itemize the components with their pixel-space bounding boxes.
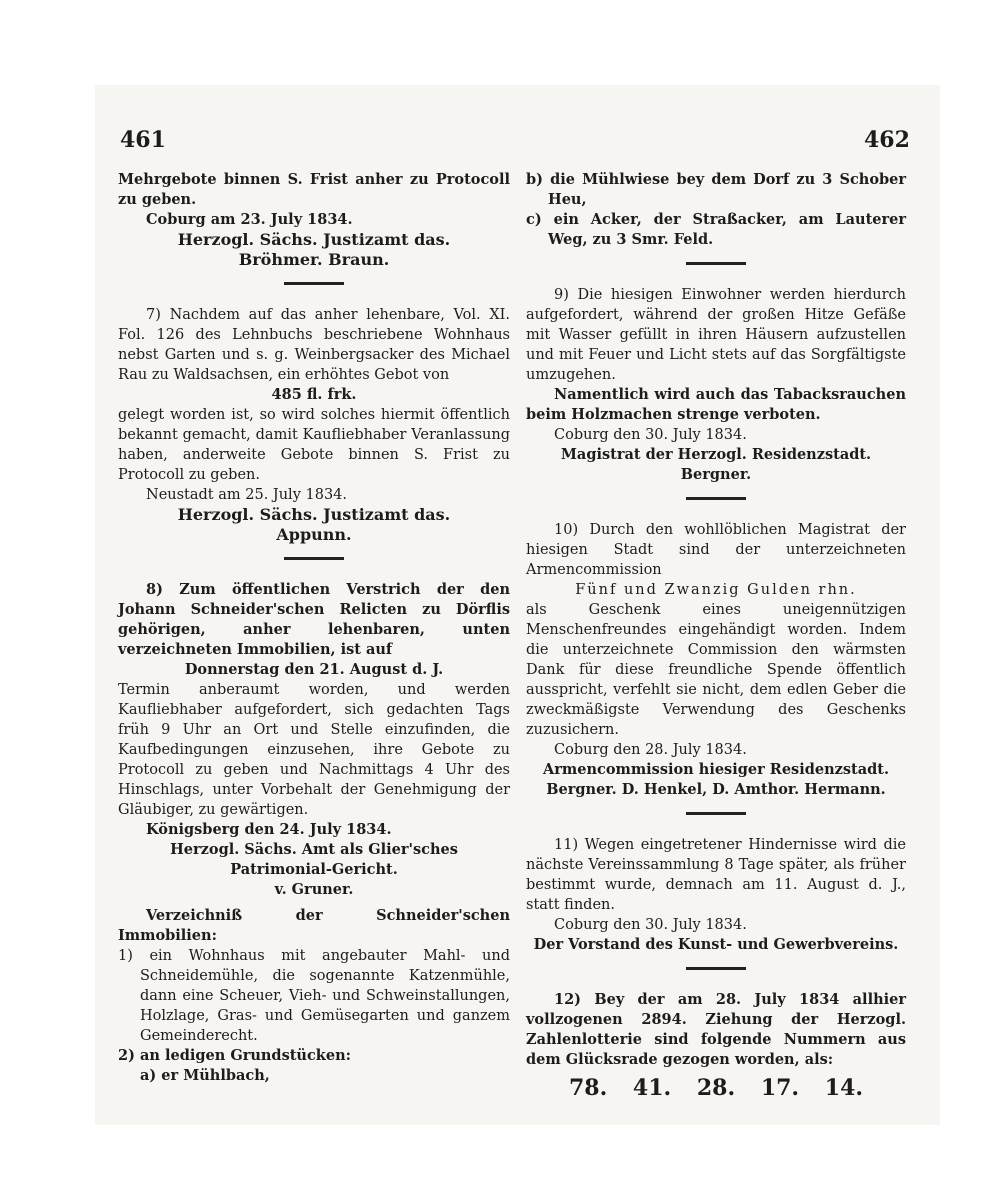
section-separator: [686, 812, 746, 815]
text-paragraph: Donnerstag den 21. August d. J.: [184, 661, 444, 678]
text-paragraph: c) ein Acker, der Straßacker, am Lauterer Weg, zu 3 Smr. Feld.: [526, 211, 906, 248]
text-paragraph: b) die Mühlwiese bey dem Dorf zu 3 Schober Heu,: [526, 171, 906, 208]
page-number-right: 462: [864, 127, 910, 153]
text-paragraph: Coburg den 30. July 1834.: [554, 427, 747, 443]
section-separator: [284, 282, 344, 285]
text-paragraph: 12) Bey der am 28. July 1834 allhier vollzogenen 2894. Ziehung der Herzogl. Zahlenlotterie sind folgende Nummern aus dem Glücksrade gezogen worden, als:: [526, 991, 906, 1068]
text-paragraph: Magistrat der Herzogl. Residenzstadt.: [560, 446, 872, 463]
lottery-number: 78.: [568, 1075, 608, 1101]
text-paragraph: gelegt worden ist, so wird solches hiermit öffentlich bekannt gemacht, damit Kaufliebhaber Veranlassung haben, anderweite Gebote binnen S. Frist zu Protocoll zu geben.: [118, 407, 510, 483]
text-paragraph: Herzogl. Sächs. Amt als Glier'sches Patrimonial-Gericht.: [170, 841, 458, 878]
text-paragraph: Coburg am 23. July 1834.: [146, 211, 353, 228]
text-paragraph: Königsberg den 24. July 1834.: [146, 821, 392, 838]
text-paragraph: Neustadt am 25. July 1834.: [146, 487, 348, 503]
section-separator: [686, 497, 746, 500]
text-paragraph: Coburg den 30. July 1834.: [554, 917, 747, 933]
text-paragraph: 2) an ledigen Grundstücken:: [118, 1047, 351, 1064]
text-paragraph: Bergner. D. Henkel, D. Amthor. Hermann.: [546, 781, 886, 798]
text-paragraph: 9) Die hiesigen Einwohner werden hierdurch aufgefordert, während der großen Hitze Gefäße mit Wasser gefüllt in ihren Häusern aufzustellen und mit Feuer und Licht stets auf das Sorgfältigste umzugehen.: [526, 287, 906, 383]
text-paragraph: Bergner.: [680, 466, 752, 483]
text-paragraph: a) er Mühlbach,: [140, 1067, 270, 1084]
text-paragraph: 8) Zum öffentlichen Verstrich der den Johann Schneider'schen Relicten zu Dörflis gehörigen, anher lehenbaren, unten verzeichneten Immobilien, ist auf: [118, 581, 510, 658]
page-number-left: 461: [120, 127, 166, 153]
text-paragraph: Armencommission hiesiger Residenzstadt.: [542, 761, 890, 778]
text-paragraph: 11) Wegen eingetretener Hindernisse wird die nächste Vereinssammlung 8 Tage später, als früher bestimmt wurde, demnach am 11. August d. J., statt finden.: [526, 837, 906, 913]
lottery-number: 17.: [760, 1075, 800, 1101]
right-column: [526, 170, 906, 1101]
text-paragraph: 485 fl. frk.: [271, 386, 357, 403]
text-paragraph: Coburg den 28. July 1834.: [554, 742, 747, 758]
text-paragraph: Herzogl. Sächs. Justizamt das.: [177, 230, 451, 249]
text-paragraph: Herzogl. Sächs. Justizamt das.: [177, 505, 451, 524]
text-paragraph: Mehrgebote binnen S. Frist anher zu Protocoll zu geben.: [118, 171, 510, 208]
text-paragraph: Der Vorstand des Kunst- und Gewerbvereins.: [533, 936, 899, 953]
text-paragraph: v. Gruner.: [274, 881, 354, 898]
section-separator: [686, 262, 746, 265]
lottery-numbers: [526, 1075, 906, 1101]
text-paragraph: Appunn.: [276, 525, 352, 544]
lottery-number: 28.: [696, 1075, 736, 1101]
text-paragraph: als Geschenk eines uneigennützigen Menschenfreundes eingehändigt worden. Indem die unterzeichnete Commission den wärmsten Dank für diese freundliche Spende öffentlich ausspricht, verfehlt sie nicht, dem edlen Geber die zweckmäßigste Verwendung des Geschenks zuzusichern.: [526, 602, 906, 738]
section-separator: [686, 967, 746, 970]
text-paragraph: 10) Durch den wohllöblichen Magistrat der hiesigen Stadt sind der unterzeichneten Armencommission: [526, 522, 906, 578]
text-paragraph: Termin anberaumt worden, und werden Kaufliebhaber aufgefordert, sich gedachten Tags früh 9 Uhr an Ort und Stelle einzufinden, die Kaufbedingungen einzusehen, ihre Gebote zu Protocoll zu geben und Nachmittags 4 Uhr des Hinschlags, unter Vorbehalt der Genehmigung der Gläubiger, zu gewärtigen.: [118, 682, 510, 818]
text-paragraph: Verzeichniß der Schneider'schen Immobilien:: [118, 907, 510, 944]
text-paragraph: 7) Nachdem auf das anher lehenbare, Vol. XI. Fol. 126 des Lehnbuchs beschriebene Wohnhaus nebst Garten und s. g. Weinbergsacker des Michael Rau zu Waldsachsen, ein erhöhtes Gebot von: [118, 307, 510, 383]
lottery-number: 41.: [632, 1075, 672, 1101]
text-paragraph: Fünf und Zwanzig Gulden rhn.: [575, 582, 857, 598]
text-paragraph: Bröhmer. Braun.: [238, 250, 390, 269]
left-column: [118, 170, 510, 1086]
section-separator: [284, 557, 344, 560]
text-paragraph: Namentlich wird auch das Tabacksrauchen beim Holzmachen strenge verboten.: [526, 386, 906, 423]
lottery-number: 14.: [824, 1075, 864, 1101]
text-paragraph: 1) ein Wohnhaus mit angebauter Mahl- und Schneidemühle, die sogenannte Katzenmühle, dann eine Scheuer, Vieh- und Schweinstallungen, Holzlage, Gras- und Gemüsegarten und ganzem Gemeinderecht.: [118, 948, 510, 1044]
